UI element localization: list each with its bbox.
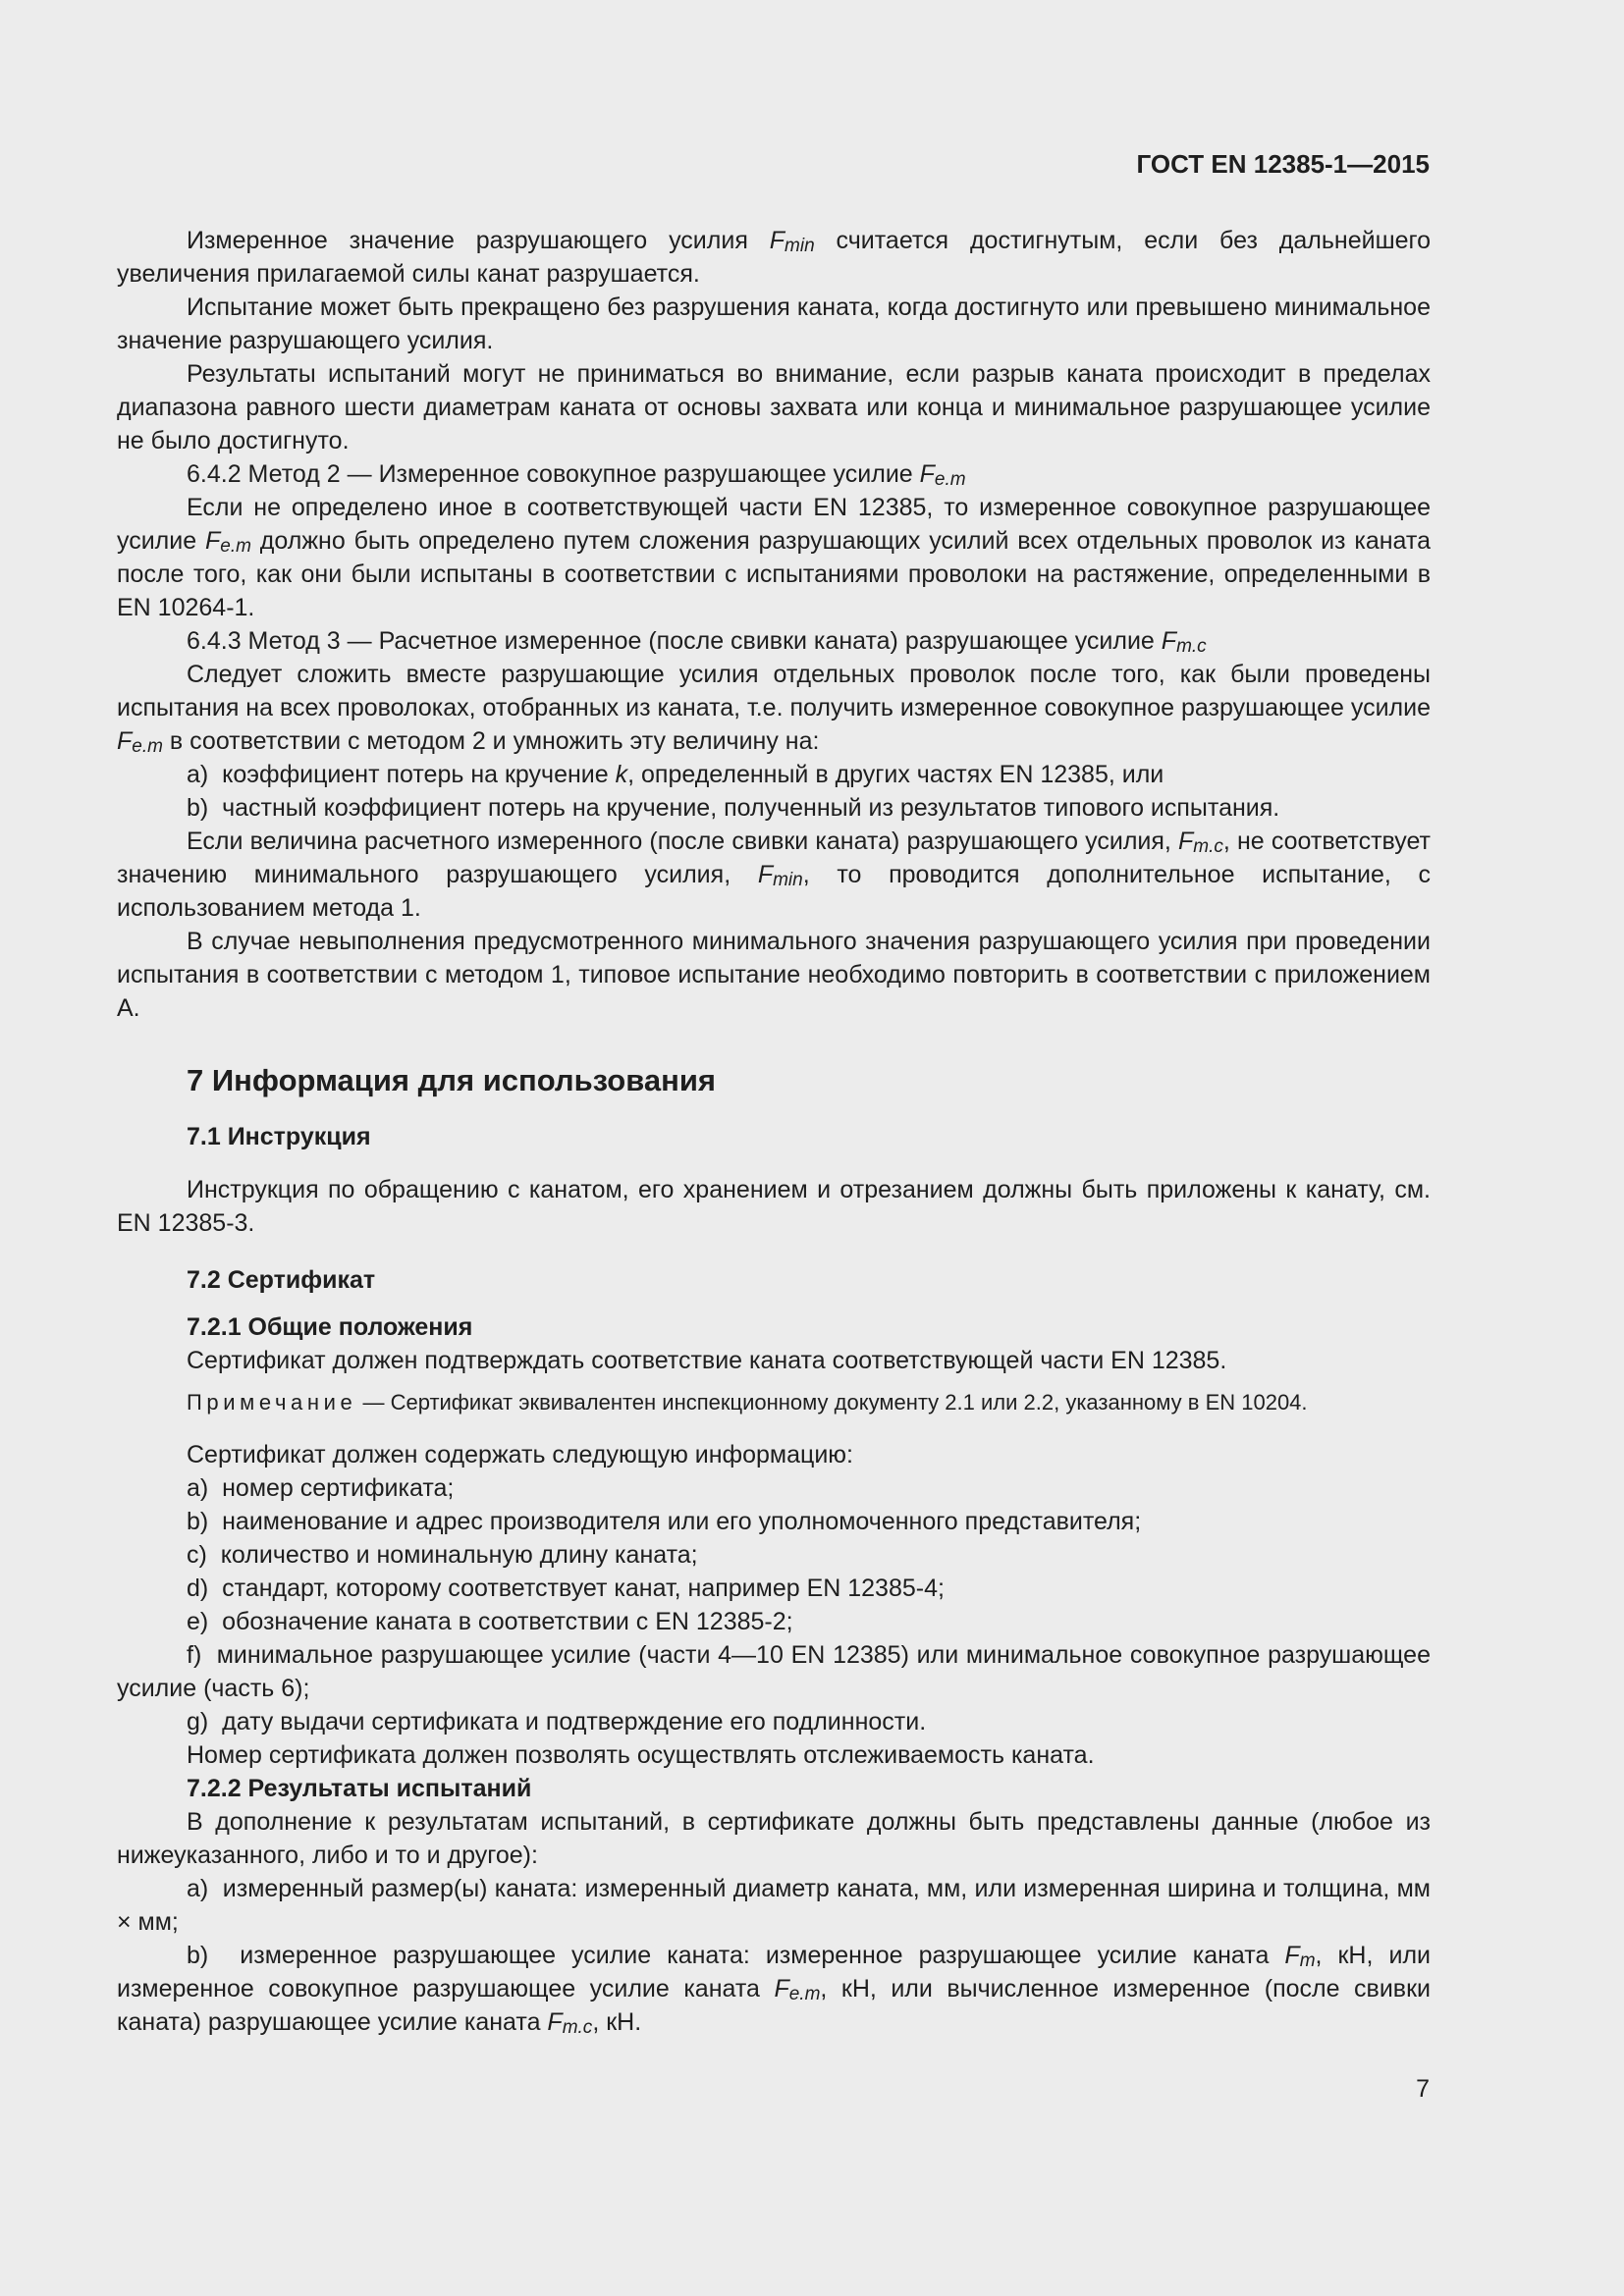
paragraph-certificate-contents: Сертификат должен содержать следующую информацию: bbox=[187, 1441, 853, 1468]
list-item-a-torsion-loss: a) коэффициент потерь на кручение k, определенный в других частях EN 12385, или bbox=[187, 761, 1164, 788]
document-body bbox=[117, 224, 1431, 2039]
list-item-a-measured-size: a) измеренный размер(ы) каната: измеренный диаметр каната, мм, или измеренная ширина и толщина, мм × мм; bbox=[117, 1875, 1431, 1936]
subsection-7-1-heading: 7.1 Инструкция bbox=[187, 1123, 371, 1150]
list-item-b-partial-coefficient: b) частный коэффициент потерь на кручение, полученный из результатов типового испытания. bbox=[187, 794, 1280, 822]
paragraph-method-2: Если не определено иное в соответствующей части EN 12385, то измеренное совокупное разрушающее усилие $F_{e.m}$ должно быть определено путем сложения разрушающих усилий всех отдельных проволок из каната после того, как они были испытаны в соответствии с испытаниями проволоки на растяжение, определенными в EN 10264-1. bbox=[117, 494, 1431, 621]
certificate-list-item: b) наименование и адрес производителя или его уполномоченного представителя; bbox=[187, 1508, 1142, 1535]
paragraph-additional-test: Если величина расчетного измеренного (после свивки каната) разрушающего усилия, $F_{m.c}$, не соответствует значению минимального разрушающего усилия, $F_{min}$, то проводится дополнительное испытание, с использованием метода 1. bbox=[117, 828, 1431, 922]
certificate-info-list bbox=[117, 1471, 1431, 1738]
paragraph-test-termination: Испытание может быть прекращено без разрушения каната, когда достигнуто или превышено минимальное значение разрушающего усилия. bbox=[117, 294, 1431, 354]
certificate-list-item: g) дату выдачи сертификата и подтверждение его подлинности. bbox=[187, 1708, 927, 1735]
certificate-list-item: e) обозначение каната в соответствии с EN 12385-2; bbox=[187, 1608, 793, 1635]
note-text: — Сертификат эквивалентен инспекционному документу 2.1 или 2.2, указанному в EN 10204. bbox=[356, 1390, 1308, 1415]
paragraph-instruction: Инструкция по обращению с канатом, его хранением и отрезанием должны быть приложены к канату, см. EN 12385-3. bbox=[117, 1176, 1431, 1237]
paragraph-traceability: Номер сертификата должен позволять осуществлять отслеживаемость каната. bbox=[187, 1741, 1095, 1769]
clause-6-4-2-title: 6.4.2 Метод 2 — Измеренное совокупное разрушающее усилие $F_{e.m}$ bbox=[187, 460, 966, 490]
document-code-header: ГОСТ EN 12385-1—2015 bbox=[1136, 149, 1430, 179]
paragraph-certificate-conformity: Сертификат должен подтверждать соответствие каната соответствующей части EN 12385. bbox=[187, 1347, 1227, 1374]
subsection-7-2-1-heading: 7.2.1 Общие положения bbox=[187, 1313, 473, 1341]
note-paragraph bbox=[117, 1387, 1431, 1418]
paragraph-method-3: Следует сложить вместе разрушающие усилия отдельных проволок после того, как были проведены испытания на всех проволоках, отобранных из каната, т.е. получить измеренное совокупное разрушающее усилие $F_{e.m}$ в соответствии с методом 2 и умножить эту величину на: bbox=[117, 661, 1431, 757]
clause-6-4-3-title: 6.4.3 Метод 3 — Расчетное измеренное (после свивки каната) разрушающее усилие $F_{m.c}$ bbox=[187, 627, 1207, 657]
certificate-list-item: c) количество и номинальную длину каната; bbox=[187, 1541, 698, 1569]
page-number: 7 bbox=[1416, 2075, 1430, 2103]
paragraph-results-disregard: Результаты испытаний могут не приниматься во внимание, если разрыв каната происходит в пределах диапазона равного шести диаметрам каната от основы захвата или конца и минимальное разрушающее усилие не было достигнуто. bbox=[117, 360, 1431, 454]
certificate-list-item: f) минимальное разрушающее усилие (части 4—10 EN 12385) или минимальное совокупное разрушающее усилие (часть 6); bbox=[117, 1641, 1431, 1702]
paragraph-test-results: В дополнение к результатам испытаний, в сертификате должны быть представлены данные (любое из нижеуказанного, либо и то и другое): bbox=[117, 1808, 1431, 1869]
paragraph-repeat-type-test: В случае невыполнения предусмотренного минимального значения разрушающего усилия при проведении испытания в соответствии с методом 1, типовое испытание необходимо повторить в соответствии с приложением А. bbox=[117, 928, 1431, 1022]
list-item-b-breaking-force: b) измеренное разрушающее усилие каната: измеренное разрушающее усилие каната $F_m$, кН, или измеренное совокупное разрушающее усилие каната $F_{e.m}$, кН, или вычисленное измеренное (после свивки каната) разрушающее усилие каната $F_{m.c}$, кН. bbox=[117, 1942, 1431, 2038]
subsection-7-2-2-heading: 7.2.2 Результаты испытаний bbox=[187, 1775, 532, 1802]
subsection-7-2-heading: 7.2 Сертификат bbox=[187, 1266, 376, 1294]
section-7-heading: 7 Информация для использования bbox=[187, 1063, 716, 1097]
note-prefix: Примечание bbox=[187, 1390, 357, 1415]
paragraph-fmin-definition: Измеренное значение разрушающего усилия $F_{min}$ считается достигнутым, если без дальнейшего увеличения прилагаемой силы канат разрушается. bbox=[117, 227, 1431, 288]
certificate-list-item: a) номер сертификата; bbox=[187, 1474, 455, 1502]
certificate-list-item: d) стандарт, которому соответствует канат, например EN 12385-4; bbox=[187, 1575, 945, 1602]
